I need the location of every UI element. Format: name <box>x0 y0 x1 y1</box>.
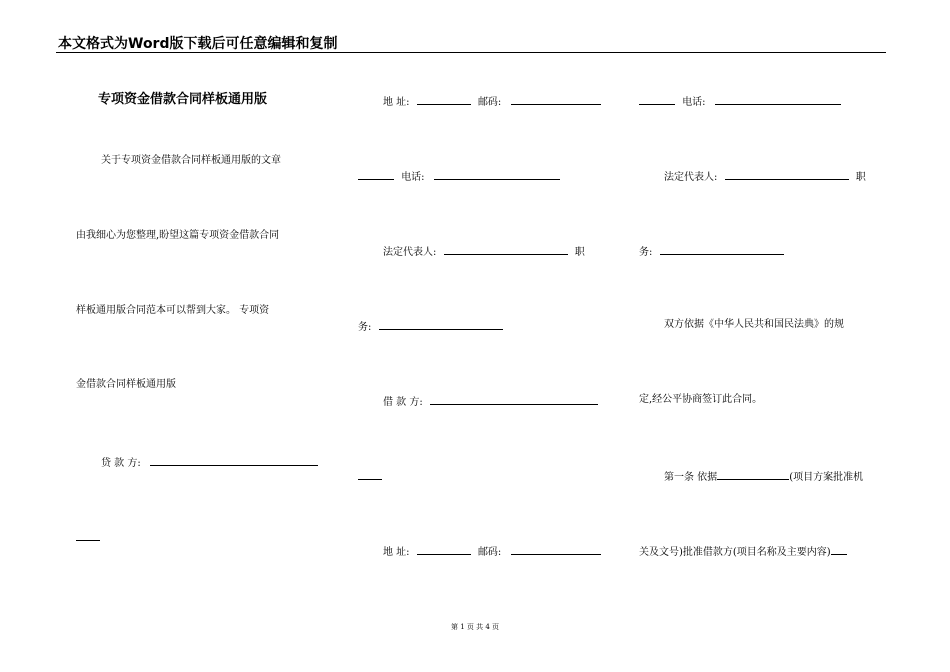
legal-rep2-blank <box>725 168 849 180</box>
article-1-label: 第一条 依据 <box>664 472 718 483</box>
borrower-line <box>383 393 598 410</box>
postcode-label: 邮码: <box>477 97 502 108</box>
postcode2-blank <box>511 543 601 555</box>
position-blank <box>379 318 503 330</box>
article-1-blank <box>717 468 789 480</box>
legal-basis-line-2: 定,经公平协商签订此合同。 <box>639 394 763 405</box>
page-number: 第 1 页 共 4 页 <box>450 623 500 631</box>
phone-blank <box>434 168 560 180</box>
article-1-line-1 <box>664 468 863 485</box>
borrower-label: 借 款 方: <box>383 397 423 408</box>
lender-legal-rep-line <box>383 243 585 260</box>
borrower-position-line <box>639 243 784 260</box>
postcode2-label: 邮码: <box>477 547 502 558</box>
lender-label: 贷 款 方: <box>101 458 141 469</box>
legal-rep2-label: 法定代表人: <box>664 172 718 183</box>
address-label: 地 址: <box>383 97 410 108</box>
lender-blank-cont <box>76 529 100 541</box>
article-1-blank-2 <box>831 543 847 555</box>
address2-label: 地 址: <box>383 547 410 558</box>
phone-label: 电话: <box>401 172 425 183</box>
borrower-address-line <box>383 543 601 560</box>
intro-line-3: 样板通用版合同范本可以帮到大家。 专项资 <box>76 305 270 316</box>
borrower-legal-rep-line <box>664 168 866 185</box>
postcode-blank <box>511 93 601 105</box>
article-1-text: 关及文号)批准借款方(项目名称及主要内容) <box>639 547 831 558</box>
borrower-phone-line <box>639 93 841 110</box>
lender-phone-line <box>358 168 560 185</box>
lender-continuation <box>76 529 100 546</box>
phone2-prefix-blank <box>639 93 675 105</box>
borrower-blank <box>430 393 598 405</box>
position-label: 职 <box>574 247 585 258</box>
position2-label-cont: 务: <box>639 247 653 258</box>
intro-line-4: 金借款合同样板通用版 <box>76 379 176 390</box>
article-1-line-2 <box>639 543 847 560</box>
position-label-cont: 务: <box>358 322 372 333</box>
legal-rep-label: 法定代表人: <box>383 247 437 258</box>
document-title: 专项资金借款合同样板通用版 <box>98 92 268 107</box>
address-blank <box>417 93 471 105</box>
address2-blank <box>417 543 471 555</box>
intro-line-1: 关于专项资金借款合同样板通用版的文章 <box>101 155 281 166</box>
borrower-blank-cont <box>358 468 382 480</box>
phone-prefix-blank <box>358 168 394 180</box>
intro-line-2: 由我细心为您整理,盼望这篇专项资金借款合同 <box>76 230 280 241</box>
position2-label: 职 <box>855 172 866 183</box>
lender-line <box>101 454 318 471</box>
phone2-label: 电话: <box>682 97 706 108</box>
phone2-blank <box>715 93 841 105</box>
legal-basis-line-1: 双方依据《中华人民共和国民法典》的规 <box>664 319 844 330</box>
header-title: 本文格式为Word版下载后可任意编辑和复制 <box>58 36 338 52</box>
position2-blank <box>660 243 784 255</box>
lender-blank <box>150 454 318 466</box>
lender-position-line <box>358 318 503 335</box>
legal-rep-blank <box>444 243 568 255</box>
lender-address-line <box>383 93 601 110</box>
article-1-suffix: (项目方案批准机 <box>789 472 864 483</box>
borrower-continuation <box>358 468 382 485</box>
header-divider <box>56 52 886 53</box>
